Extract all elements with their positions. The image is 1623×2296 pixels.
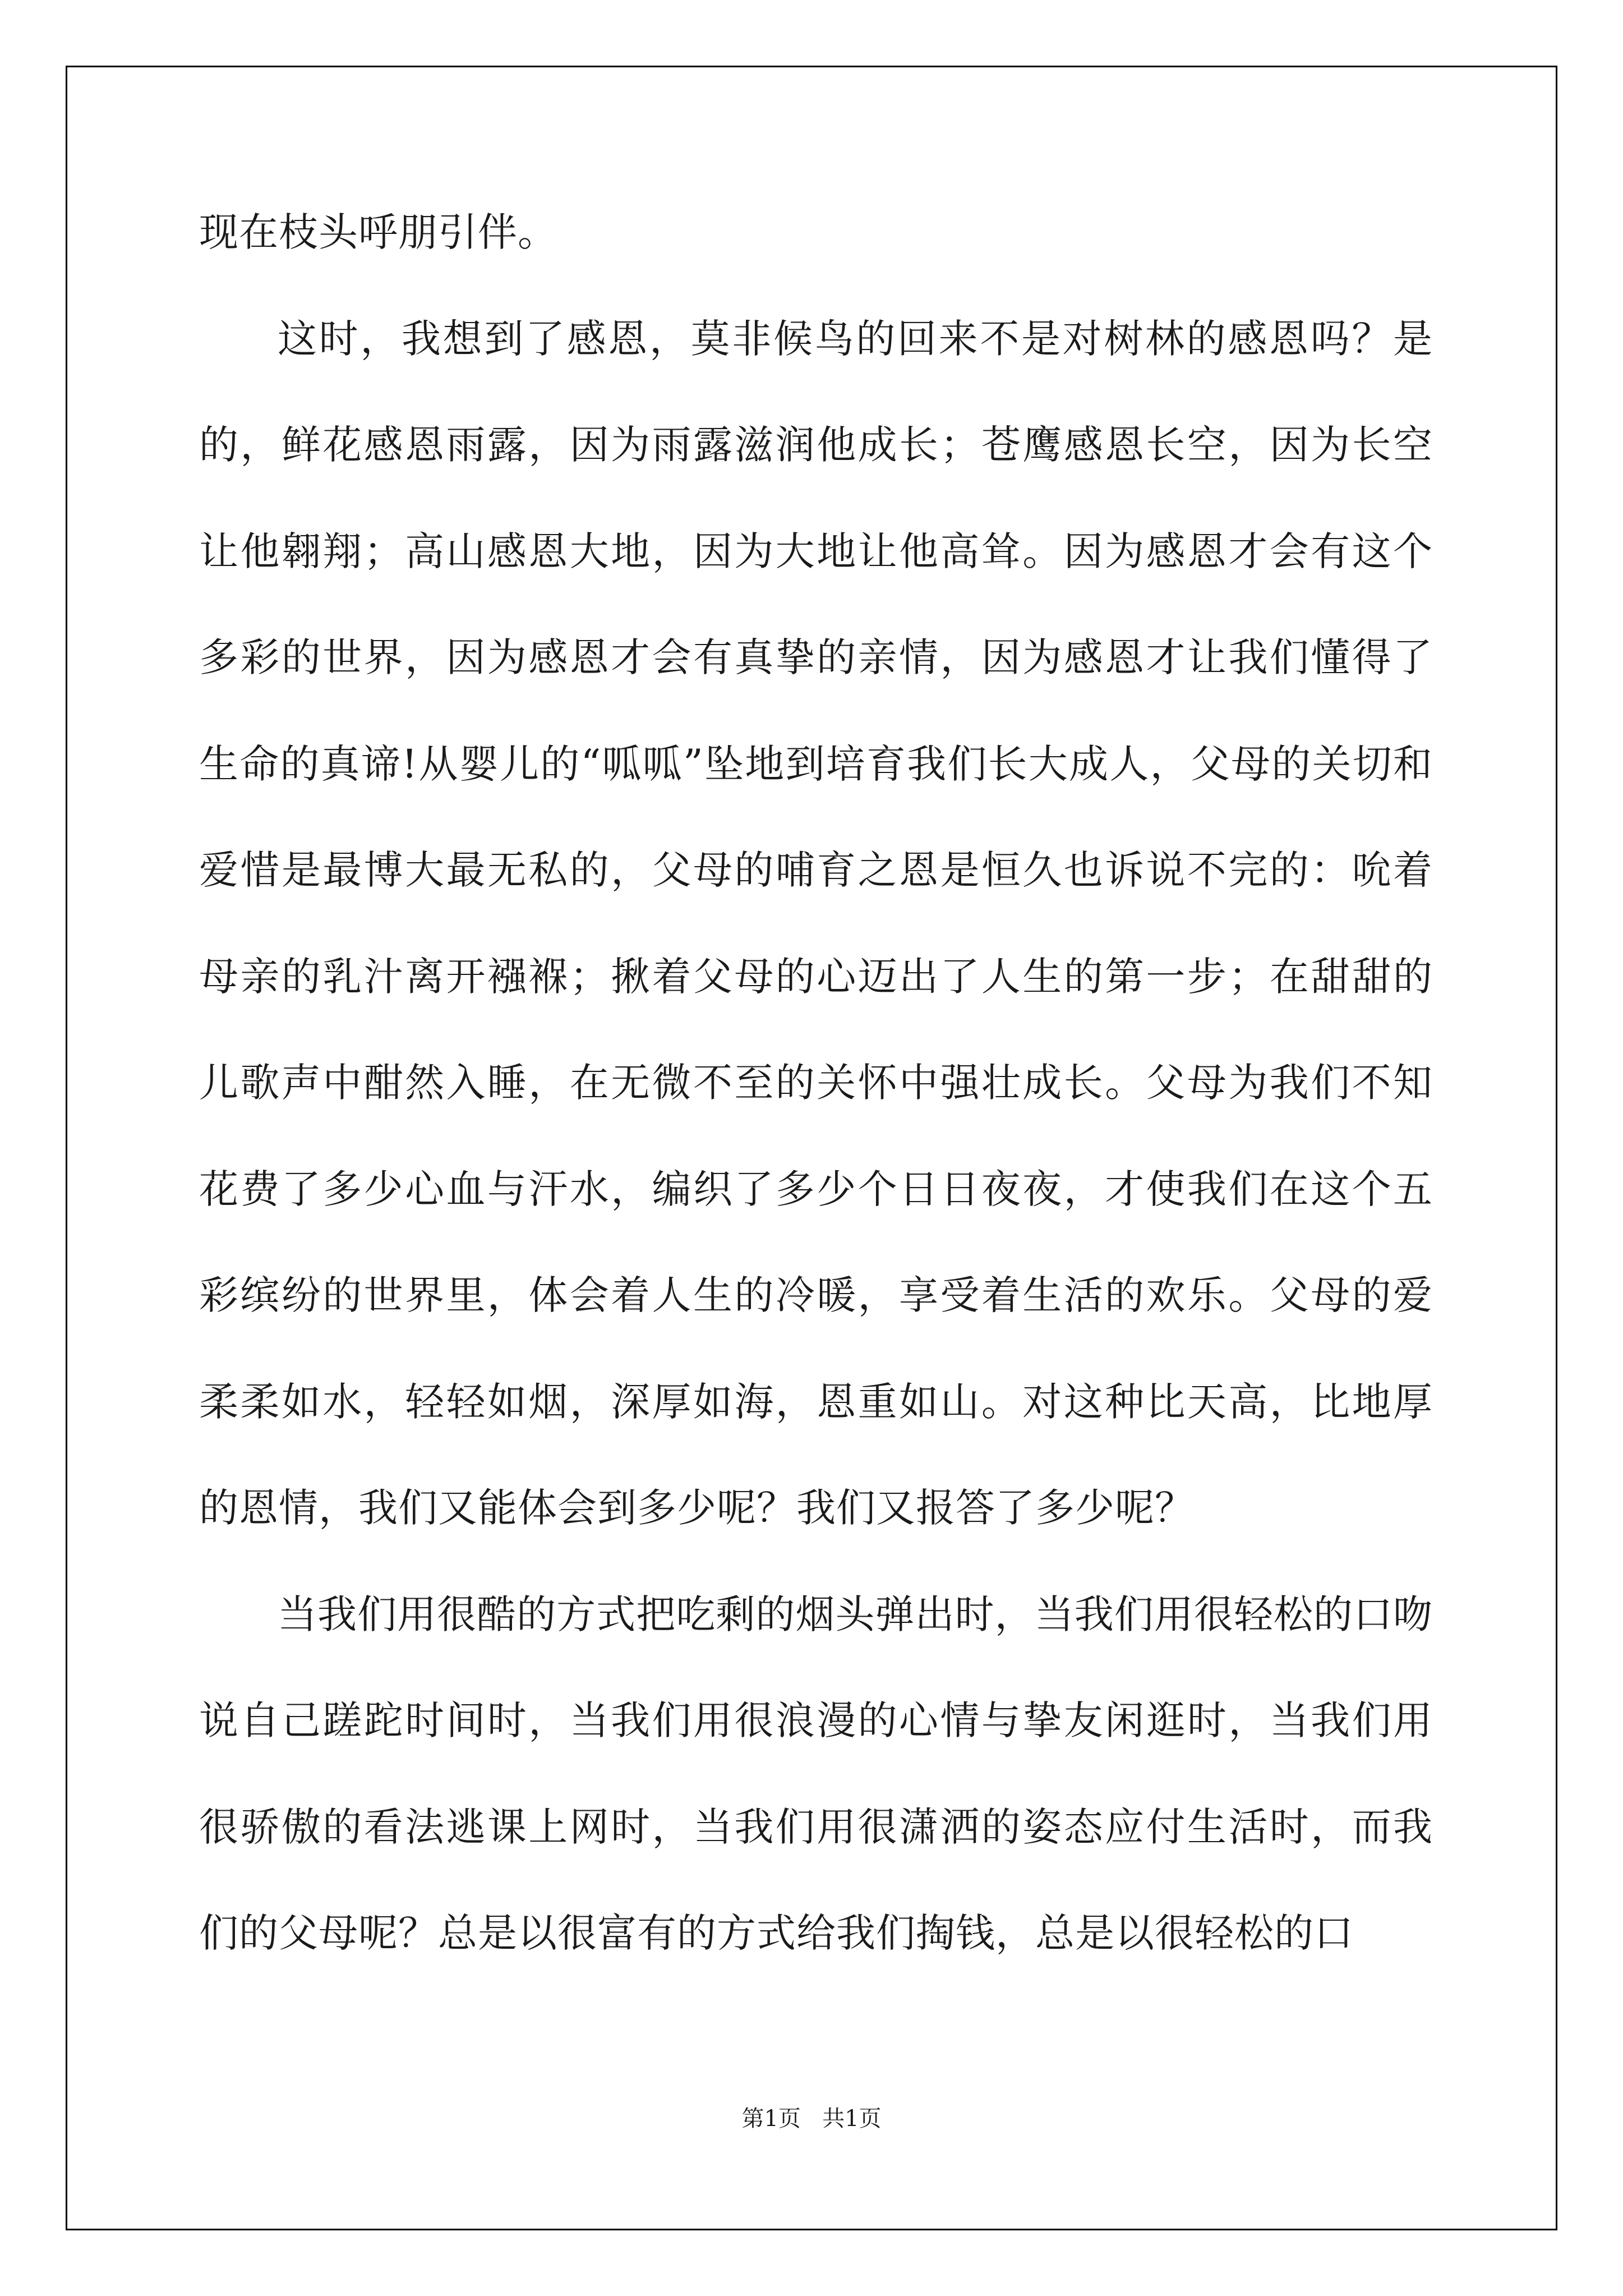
footer-spacer xyxy=(801,2106,822,2132)
paragraph-2: 这时，我想到了感恩，莫非候鸟的回来不是对树林的感恩吗？是的，鲜花感恩雨露，因为雨露滋润他成长；苍鹰感恩长空，因为长空让他翱翔；高山感恩大地，因为大地让他高耸。因为感恩才会有这个多彩的世界，因为感恩才会有真挚的亲情，因为感恩才让我们懂得了生命的真谛!从婴儿的“呱呱”坠地到培育我们长大成人，父母的关切和爱惜是最博大最无私的，父母的哺育之恩是恒久也诉说不完的：吮着母亲的乳汁离开襁褓；揪着父母的心迈出了人生的第一步；在甜甜的儿歌声中酣然入睡，在无微不至的关怀中强壮成长。父母为我们不知花费了多少心血与汗水，编织了多少个日日夜夜，才使我们在这个五彩缤纷的世界里，体会着人生的冷暖，享受着生活的欢乐。父母的爱柔柔如水，轻轻如烟，深厚如海，恩重如山。对这种比天高，比地厚的恩情，我们又能体会到多少呢？我们又报答了多少呢？ xyxy=(199,315,1433,1531)
paragraph-1: 现在枝头呼朋引伴。 xyxy=(199,209,557,255)
document-body xyxy=(199,180,1433,1987)
page-footer xyxy=(0,2101,1623,2133)
page-total: 共1页 xyxy=(822,2106,882,2132)
paragraph-3: 当我们用很酷的方式把吃剩的烟头弹出时，当我们用很轻松的口吻说自己蹉跎时间时，当我们用很浪漫的心情与挚友闲逛时，当我们用很骄傲的看法逃课上网时，当我们用很潇洒的姿态应付生活时，而我们的父母呢？总是以很富有的方式给我们掏钱，总是以很轻松的口 xyxy=(199,1591,1433,1956)
page-number: 第1页 xyxy=(741,2106,801,2132)
